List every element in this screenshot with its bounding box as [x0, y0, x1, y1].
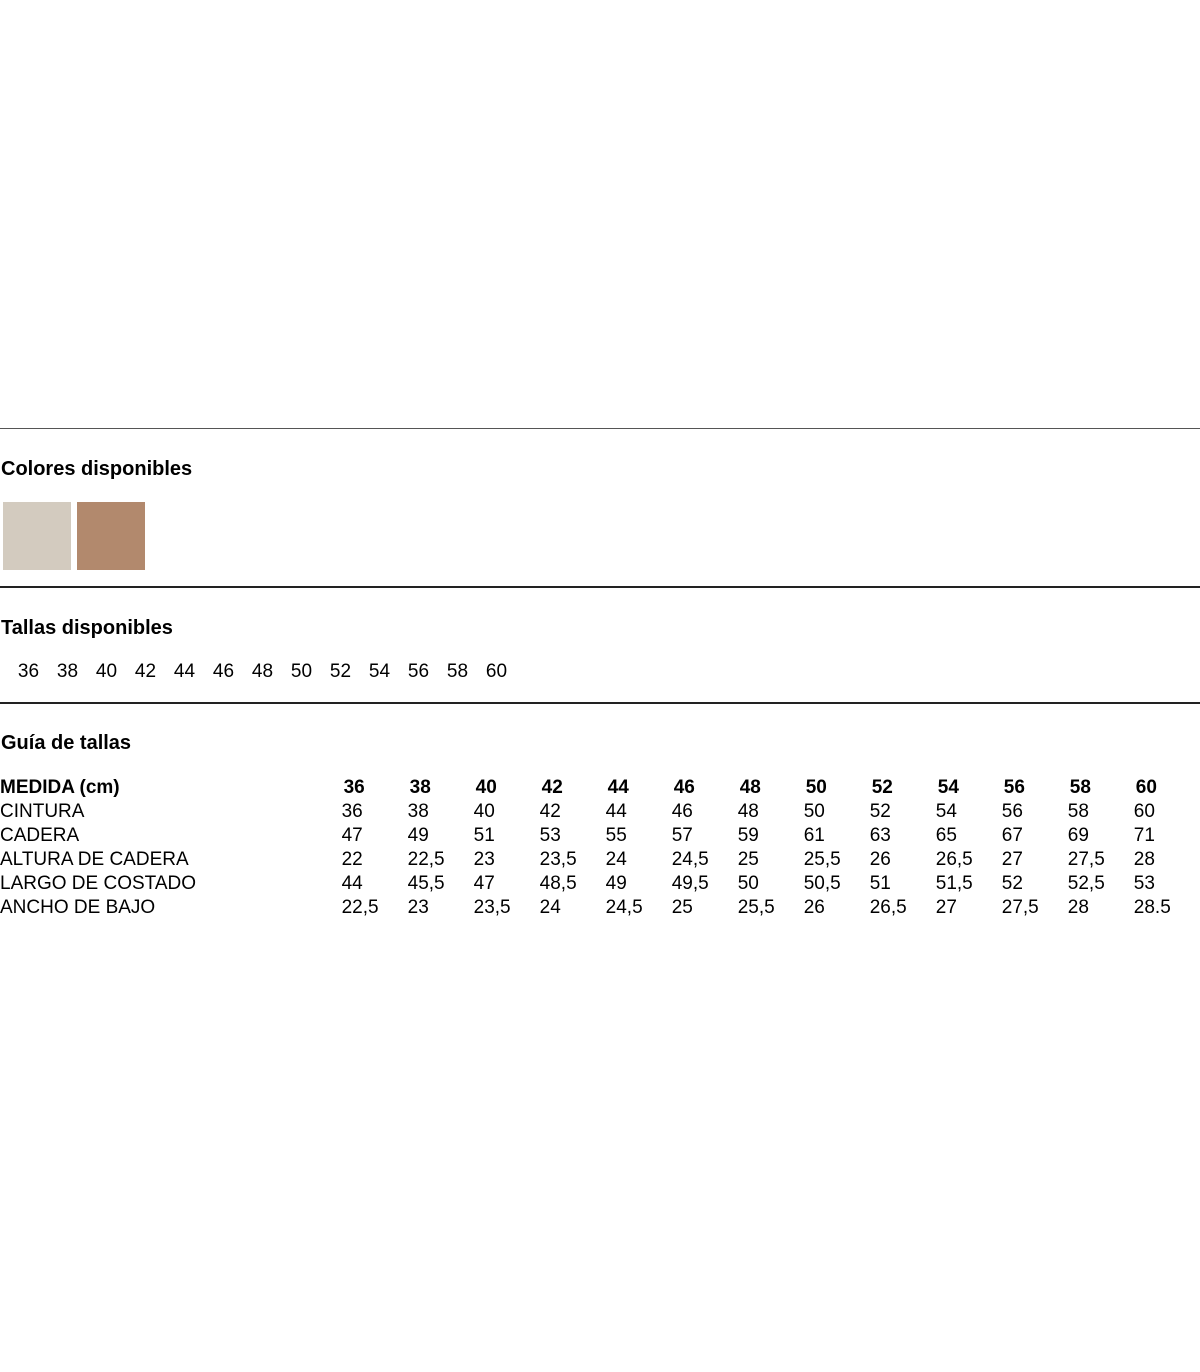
measurement-value: 24,5: [605, 897, 643, 918]
color-swatch-camel[interactable]: [77, 502, 145, 570]
size-option-54[interactable]: 54: [368, 661, 391, 682]
measurement-value: 27: [1001, 849, 1023, 870]
measurement-value: 45,5: [407, 873, 445, 894]
measurement-value: 22,5: [407, 849, 445, 870]
size-guide-header-size: 58: [1069, 777, 1091, 798]
measurement-value: 44: [341, 873, 363, 894]
measurement-value: 24,5: [671, 849, 709, 870]
size-list: [9, 661, 516, 683]
measurement-value: 24: [539, 897, 561, 918]
measurement-value: 23,5: [539, 849, 577, 870]
size-option-38[interactable]: 38: [56, 661, 79, 682]
size-guide-header-size: 50: [805, 777, 827, 798]
measurement-value: 67: [1001, 825, 1023, 846]
size-guide-title: Guía de tallas: [1, 732, 132, 754]
measurement-value: 57: [671, 825, 693, 846]
measurement-value: 38: [407, 801, 429, 822]
measurement-label: ANCHO DE BAJO: [0, 897, 156, 918]
measurement-value: 26,5: [935, 849, 973, 870]
table-row: [0, 848, 1200, 872]
size-guide-header-size: 56: [1003, 777, 1025, 798]
measurement-value: 49,5: [671, 873, 709, 894]
measurement-value: 71: [1133, 825, 1155, 846]
measurement-value: 69: [1067, 825, 1089, 846]
size-guide-header-size: 44: [607, 777, 629, 798]
measurement-value: 26,5: [869, 897, 907, 918]
measurement-label: LARGO DE COSTADO: [0, 873, 197, 894]
measurement-value: 54: [935, 801, 957, 822]
size-option-44[interactable]: 44: [173, 661, 196, 682]
measurement-value: 52,5: [1067, 873, 1105, 894]
measurement-value: 46: [671, 801, 693, 822]
measurement-label: ALTURA DE CADERA: [0, 849, 189, 870]
measurement-value: 23,5: [473, 897, 511, 918]
measurement-value: 27,5: [1067, 849, 1105, 870]
sizes-divider: [0, 702, 1200, 704]
size-guide-header-size: 54: [937, 777, 959, 798]
sizes-title: Tallas disponibles: [1, 617, 173, 639]
measurement-value: 26: [803, 897, 825, 918]
color-swatch-beige[interactable]: [3, 502, 71, 570]
size-guide-header-size: 42: [541, 777, 563, 798]
measurement-value: 23: [473, 849, 495, 870]
measurement-value: 36: [341, 801, 363, 822]
measurement-value: 25: [737, 849, 759, 870]
measurement-value: 27: [935, 897, 957, 918]
size-guide-header-size: 52: [871, 777, 893, 798]
measurement-value: 53: [539, 825, 561, 846]
size-guide-header-size: 38: [409, 777, 431, 798]
table-row: [0, 824, 1200, 848]
measurement-value: 60: [1133, 801, 1155, 822]
measurement-value: 52: [869, 801, 891, 822]
size-guide-header-size: 60: [1135, 777, 1157, 798]
measurement-value: 28: [1133, 849, 1155, 870]
measurement-value: 28.5: [1133, 897, 1171, 918]
measurement-value: 24: [605, 849, 627, 870]
measurement-value: 51: [473, 825, 495, 846]
size-guide-header-size: 40: [475, 777, 497, 798]
table-row: [0, 896, 1200, 920]
measurement-value: 47: [341, 825, 363, 846]
size-guide-header-size: 48: [739, 777, 761, 798]
size-guide-header-label: MEDIDA (cm): [0, 777, 120, 798]
size-guide-header-size: 46: [673, 777, 695, 798]
colors-divider: [0, 586, 1200, 588]
size-option-58[interactable]: 58: [446, 661, 469, 682]
measurement-value: 55: [605, 825, 627, 846]
measurement-value: 22,5: [341, 897, 379, 918]
measurement-value: 40: [473, 801, 495, 822]
measurement-value: 56: [1001, 801, 1023, 822]
table-row: [0, 800, 1200, 824]
table-row: [0, 872, 1200, 896]
size-option-48[interactable]: 48: [251, 661, 274, 682]
measurement-value: 58: [1067, 801, 1089, 822]
size-option-50[interactable]: 50: [290, 661, 313, 682]
size-option-52[interactable]: 52: [329, 661, 352, 682]
size-option-46[interactable]: 46: [212, 661, 235, 682]
measurement-value: 59: [737, 825, 759, 846]
color-swatches: [3, 502, 145, 570]
measurement-value: 61: [803, 825, 825, 846]
measurement-label: CINTURA: [0, 801, 85, 822]
size-guide-header-size: 36: [343, 777, 365, 798]
size-guide-header-row: [0, 776, 1200, 800]
size-option-60[interactable]: 60: [485, 661, 508, 682]
size-option-42[interactable]: 42: [134, 661, 157, 682]
measurement-value: 27,5: [1001, 897, 1039, 918]
measurement-value: 63: [869, 825, 891, 846]
measurement-value: 50: [803, 801, 825, 822]
top-divider: [0, 428, 1200, 429]
size-option-36[interactable]: 36: [17, 661, 40, 682]
measurement-value: 25,5: [803, 849, 841, 870]
measurement-value: 52: [1001, 873, 1023, 894]
size-option-56[interactable]: 56: [407, 661, 430, 682]
measurement-value: 53: [1133, 873, 1155, 894]
measurement-value: 51,5: [935, 873, 973, 894]
measurement-value: 25,5: [737, 897, 775, 918]
measurement-value: 47: [473, 873, 495, 894]
measurement-value: 25: [671, 897, 693, 918]
measurement-value: 51: [869, 873, 891, 894]
measurement-value: 50: [737, 873, 759, 894]
size-guide-body: [0, 800, 1200, 920]
measurement-value: 65: [935, 825, 957, 846]
measurement-value: 26: [869, 849, 891, 870]
measurement-label: CADERA: [0, 825, 80, 846]
measurement-value: 44: [605, 801, 627, 822]
colors-title: Colores disponibles: [1, 458, 193, 480]
measurement-value: 49: [605, 873, 627, 894]
measurement-value: 49: [407, 825, 429, 846]
measurement-value: 50,5: [803, 873, 841, 894]
measurement-value: 28: [1067, 897, 1089, 918]
measurement-value: 42: [539, 801, 561, 822]
measurement-value: 22: [341, 849, 363, 870]
size-guide-table: [0, 776, 1200, 920]
size-option-40[interactable]: 40: [95, 661, 118, 682]
measurement-value: 48,5: [539, 873, 577, 894]
measurement-value: 48: [737, 801, 759, 822]
measurement-value: 23: [407, 897, 429, 918]
